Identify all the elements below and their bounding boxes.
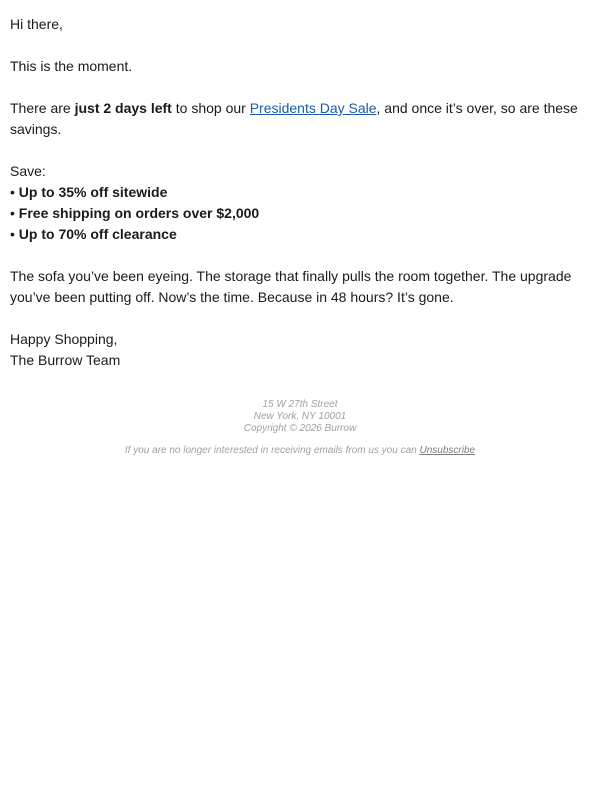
unsubscribe-prefix: If you are no longer interested in receiving emails from us you can — [124, 445, 420, 456]
signature: The Burrow Team — [10, 352, 121, 368]
urgency-suffix: , and once it’s over, so are these savings. — [10, 100, 578, 137]
offer-text: Up to 70% off clearance — [18, 226, 177, 242]
bullet-glyph: • — [10, 205, 19, 221]
unsubscribe-link[interactable]: Unsubscribe — [419, 445, 476, 456]
greeting: Hi there, — [10, 16, 63, 32]
bullet-glyph: • — [10, 184, 19, 200]
presidents-day-sale-link[interactable]: Presidents Day Sale — [249, 100, 377, 116]
urgency-bold: just 2 days left — [74, 100, 172, 116]
urgency-middle: to shop our — [171, 100, 250, 116]
bullet-glyph: • — [10, 226, 19, 242]
urgency-paragraph — [10, 98, 590, 140]
offer-text: Up to 35% off sitewide — [18, 184, 168, 200]
address-line-1: 15 W 27th Street — [262, 399, 338, 410]
signoff: Happy Shopping, — [10, 331, 118, 347]
unsubscribe-line — [10, 445, 590, 457]
offer-item — [10, 182, 590, 203]
offer-item — [10, 224, 590, 245]
save-label: Save: — [10, 163, 46, 179]
body-paragraph: The sofa you’ve been eyeing. The storage that finally pulls the room together. The upgrade you’ve been putting off. Now’s the time. Because in 48 hours? It’s gone. — [10, 268, 572, 305]
offer-item — [10, 203, 590, 224]
intro-line: This is the moment. — [10, 58, 133, 74]
address-line-2: New York, NY 10001 — [253, 411, 347, 422]
offer-text: Free shipping on orders over $2,000 — [18, 205, 260, 221]
urgency-prefix: There are — [10, 100, 75, 116]
email-footer — [10, 399, 590, 457]
copyright: Copyright © 2026 Burrow — [243, 423, 357, 434]
